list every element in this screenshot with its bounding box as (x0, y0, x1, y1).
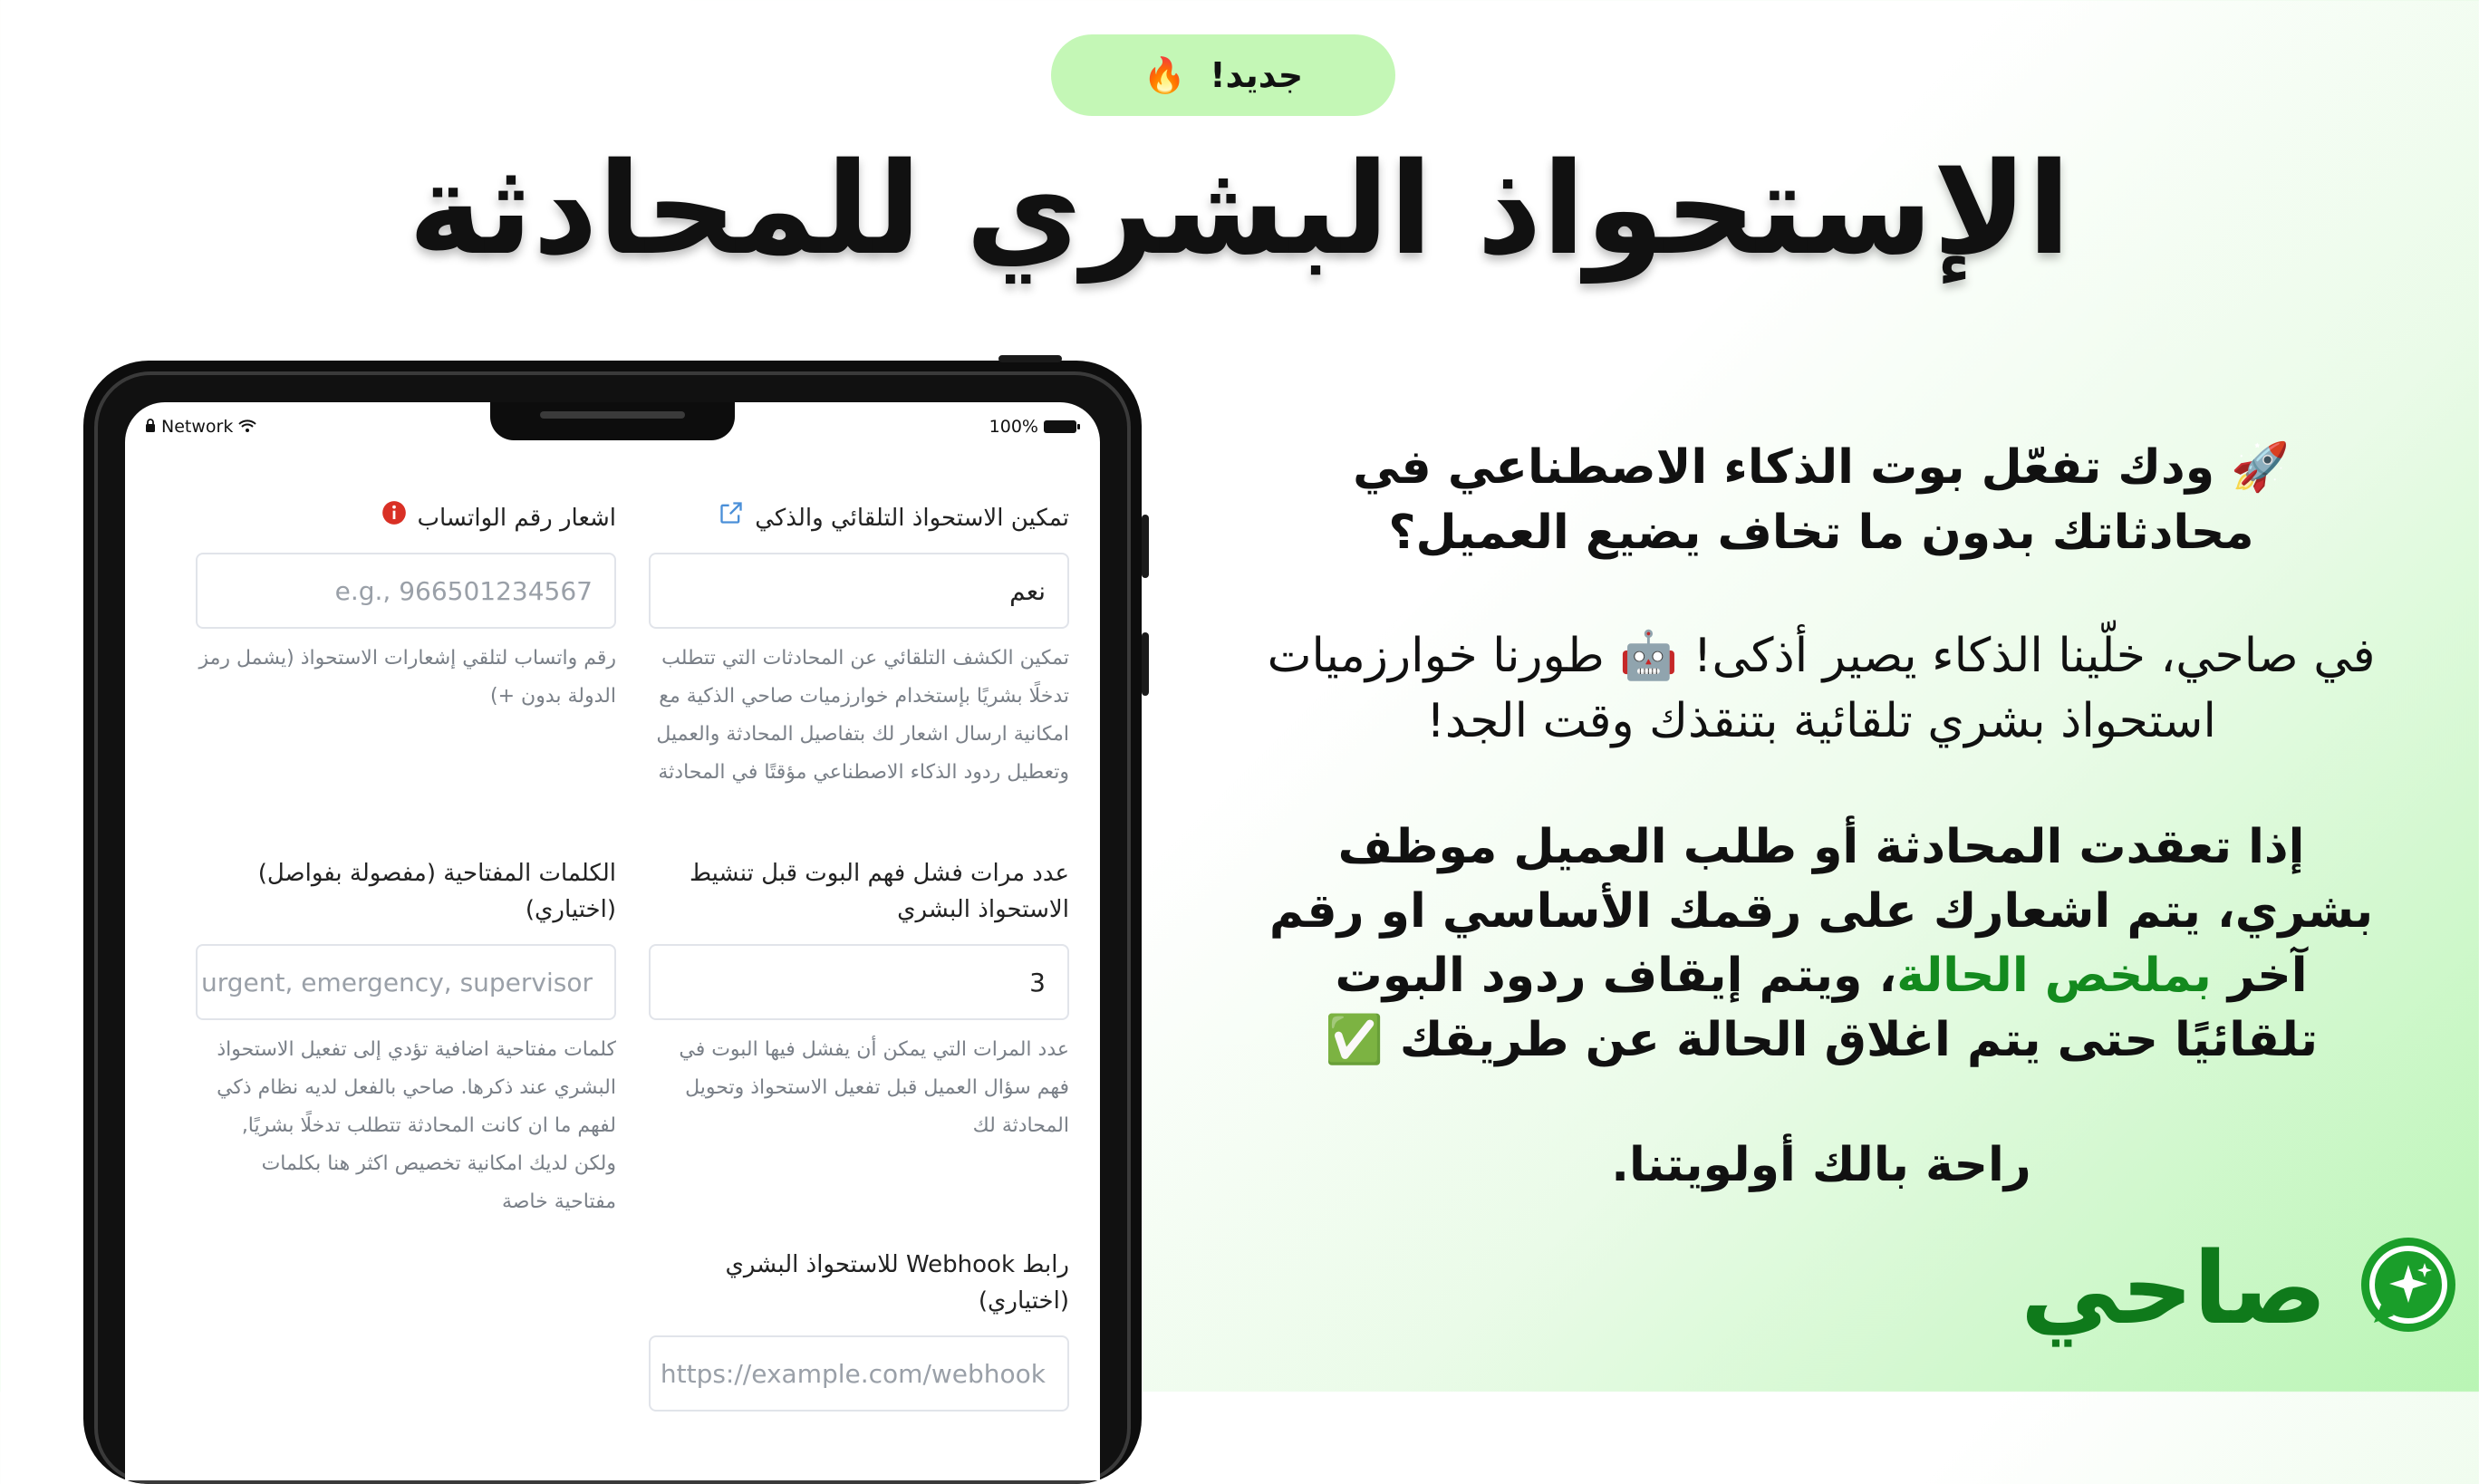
whatsapp-notify-label: اشعار رقم الواتساب (417, 505, 616, 532)
lock-icon (145, 417, 156, 437)
auto-handover-label: تمكين الاستحواذ التلقائي والذكي (755, 505, 1069, 532)
whatsapp-notify-field (196, 500, 616, 716)
keywords-input[interactable]: urgent, emergency, supervisor (196, 944, 616, 1020)
keywords-help: كلمات مفتاحية اضافية تؤدي إلى تفعيل الاستحواذ البشري عند ذكرها. صاحي بالفعل لديه نظام ذكي لفهم ما ان كانت المحادثة تتطلب تدخلًا بشريًا, ولكن لديك امكانية تخصيص اكثر هنا بكلمات مفتاحية خاصة (217, 1038, 616, 1213)
battery-icon (1044, 420, 1076, 433)
handover-text-c: ، ويتم إيقاف ردود البوت تلقائيًا حتى يتم اغلاق الحالة عن طريقك ✅ (1324, 949, 2319, 1067)
device-side-button (1142, 515, 1149, 578)
handover-highlight: بملخص الحالة (1896, 949, 2212, 1003)
webhook-label: رابط Webhook للاستحواذ البشري (اختياري) (725, 1251, 1069, 1315)
failure-count-field (649, 855, 1069, 1145)
device-top-button (998, 355, 1062, 362)
camera-notch (490, 402, 735, 440)
new-badge (1051, 34, 1395, 116)
intro-paragraph: 🚀 ودك تفعّل بوت الذكاء الاصطناعي في محادثاتك بدون ما تخاف يضيع العميل؟ (1353, 440, 2290, 560)
feature-paragraph: في صاحي، خلّينا الذكاء يصير أذكى! 🤖 طورنا خوارزميات استحواذ بشري تلقائية بتنقذك وقت الجد! (1267, 629, 2376, 748)
wifi-icon (238, 417, 256, 437)
auto-handover-field (649, 500, 1069, 792)
auto-handover-select[interactable]: نعم (649, 553, 1069, 629)
app-screen (125, 402, 1100, 1480)
fire-icon: 🔥 (1143, 54, 1187, 95)
handover-text-a: إذا تعقدت المحادثة أو طلب العميل موظف بشري، يتم اشعارك على رقمك الأساسي او رقم آخر (1268, 820, 2374, 1003)
whatsapp-number-input[interactable]: e.g., 966501234567 (196, 553, 616, 629)
auto-handover-help: تمكين الكشف التلقائي عن المحادثات التي تتطلب تدخلًا بشريًا بإستخدام خوارزميات صاحي الذكية مع امكانية ارسال اشعار لك بتفاصيل المحادثة والعميل وتعطيل ردود الذكاء الاصطناعي مؤقتًا في المحادثة (656, 647, 1069, 784)
failure-count-input[interactable]: 3 (649, 944, 1069, 1020)
brand-name: صاحي (2021, 1230, 2328, 1346)
keywords-label: الكلمات المفتاحية (مفصولة بفواصل) (اختياري) (257, 860, 616, 923)
battery-percent: 100% (989, 417, 1038, 437)
info-icon (381, 500, 407, 536)
brand-badge-icon (2354, 1232, 2463, 1344)
failure-count-label: عدد مرات فشل فهم البوت قبل تنشيط الاستحواذ البشري (690, 860, 1069, 923)
brand-logo (2021, 1232, 2463, 1344)
whatsapp-notify-help: رقم واتساب لتلقي إشعارات الاستحواذ (يشمل رمز الدولة بدون +) (198, 647, 616, 708)
closing-line: راحة بالك أولويتنا. (1611, 1138, 2031, 1192)
device-side-button (1142, 632, 1149, 696)
webhook-field (649, 1247, 1069, 1412)
badge-text: جديد! (1210, 55, 1304, 95)
handover-paragraph (1259, 815, 2383, 1073)
webhook-input[interactable]: https://example.com/webhook (649, 1335, 1069, 1412)
external-link-icon[interactable] (719, 500, 744, 536)
keywords-field (196, 855, 616, 1221)
page-title: الإستحواذ البشري للمحادثة (408, 136, 2071, 284)
failure-count-help: عدد المرات التي يمكن أن يفشل فيها البوت في فهم سؤال العميل قبل تفعيل الاستحواذ وتحويل المحادثة لك (679, 1038, 1069, 1137)
carrier-label: Network (161, 417, 234, 437)
tablet-mockup (83, 361, 1142, 1484)
